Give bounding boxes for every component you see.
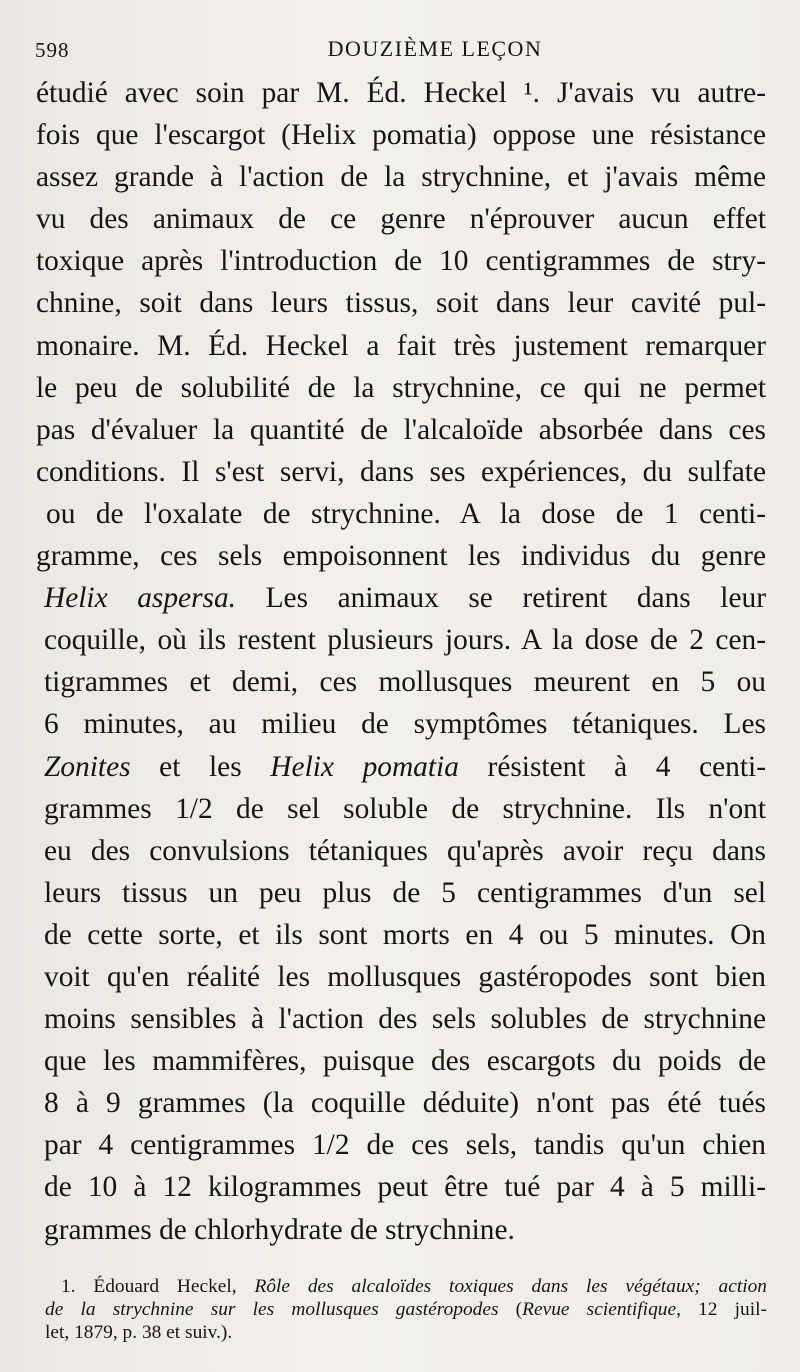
text-line: par 4 centigrammes 1/2 de ces sels, tandis qu'un chien (44, 1129, 766, 1162)
text-line: vu des animaux de ce genre n'éprouver aucun effet (36, 203, 766, 236)
text-line: conditions. Il s'est servi, dans ses expériences, du sulfate (36, 455, 766, 488)
text-line: moins sensibles à l'action des sels solubles de strychnine (44, 1003, 766, 1036)
text-segment: ( (498, 1299, 523, 1320)
text-line: que les mammifères, puisque des escargots du poids de (44, 1045, 766, 1078)
italic-species-name: Helix pomatia (270, 750, 459, 783)
text-line: coquille, où ils restent plusieurs jours. A la dose de 2 cen- (44, 624, 766, 657)
text-line: 6 minutes, au milieu de symptômes tétaniques. Les (44, 708, 766, 741)
text-line: monaire. M. Éd. Heckel a fait très justement remarquer (36, 329, 766, 362)
text-line (36, 577, 766, 619)
text-segment: Les animaux se retirent dans leur (236, 582, 766, 615)
text-line: leurs tissus un peu plus de 5 centigrammes d'un sel (44, 876, 766, 909)
italic-title: Rôle des alcaloïdes toxiques dans les végétaux; action (254, 1276, 767, 1297)
footnote-line (45, 1275, 767, 1298)
text-line: grammes 1/2 de sel soluble de strychnine. Ils n'ont (44, 792, 766, 825)
italic-species-name: Helix aspersa. (44, 582, 237, 615)
italic-title: de la strychnine sur les mollusques gastéropodes (45, 1299, 499, 1320)
text-line: étudié avec soin par M. Éd. Heckel ¹. J'avais vu autre- (36, 77, 766, 109)
text-line: de 10 à 12 kilogrammes peut être tué par 4 à 5 milli- (44, 1171, 766, 1204)
running-head: DOUZIÈME LEÇON (327, 36, 543, 61)
text-line: grammes de chlorhydrate de strychnine. (44, 1213, 515, 1246)
footnote-line (45, 1298, 767, 1321)
text-line: chnine, soit dans leurs tissus, soit dans leur cavité pul- (36, 287, 766, 320)
page-header (35, 36, 765, 66)
footnote-line: let, 1879, p. 38 et suiv.). (45, 1322, 233, 1343)
text-segment: , 12 juil- (676, 1299, 767, 1320)
text-segment: 1. Édouard Heckel, (61, 1276, 255, 1297)
text-line: de cette sorte, et ils sont morts en 4 ou 5 minutes. On (44, 918, 766, 951)
text-line: 8 à 9 grammes (la coquille déduite) n'ont pas été tués (44, 1087, 766, 1120)
text-line: tigrammes et demi, ces mollusques meurent en 5 ou (44, 666, 766, 699)
text-line: ou de l'oxalate de strychnine. A la dose de 1 centi- (46, 497, 766, 530)
text-line: fois que l'escargot (Helix pomatia) oppose une résistance (36, 119, 766, 152)
text-line: eu des convulsions tétaniques qu'après avoir reçu dans (44, 834, 766, 867)
footnote (45, 1275, 767, 1344)
text-line: toxique après l'introduction de 10 centigrammes de stry- (36, 245, 766, 278)
text-line: gramme, ces sels empoisonnent les individus du genre (36, 540, 766, 573)
text-line (36, 746, 766, 788)
text-line: le peu de solubilité de la strychnine, ce qui ne permet (36, 371, 766, 404)
text-segment: résistent à 4 centi- (458, 750, 766, 783)
text-line: assez grande à l'action de la strychnine, et j'avais même (36, 161, 766, 194)
text-segment: et les (130, 750, 271, 783)
italic-genus-name: Zonites (44, 750, 131, 783)
text-line: voit qu'en réalité les mollusques gastéropodes sont bien (44, 960, 766, 993)
italic-journal: Revue scientifique (522, 1299, 677, 1320)
text-line: pas d'évaluer la quantité de l'alcaloïde absorbée dans ces (36, 413, 766, 446)
page-number: 598 (35, 38, 70, 62)
body-text (36, 72, 766, 1251)
